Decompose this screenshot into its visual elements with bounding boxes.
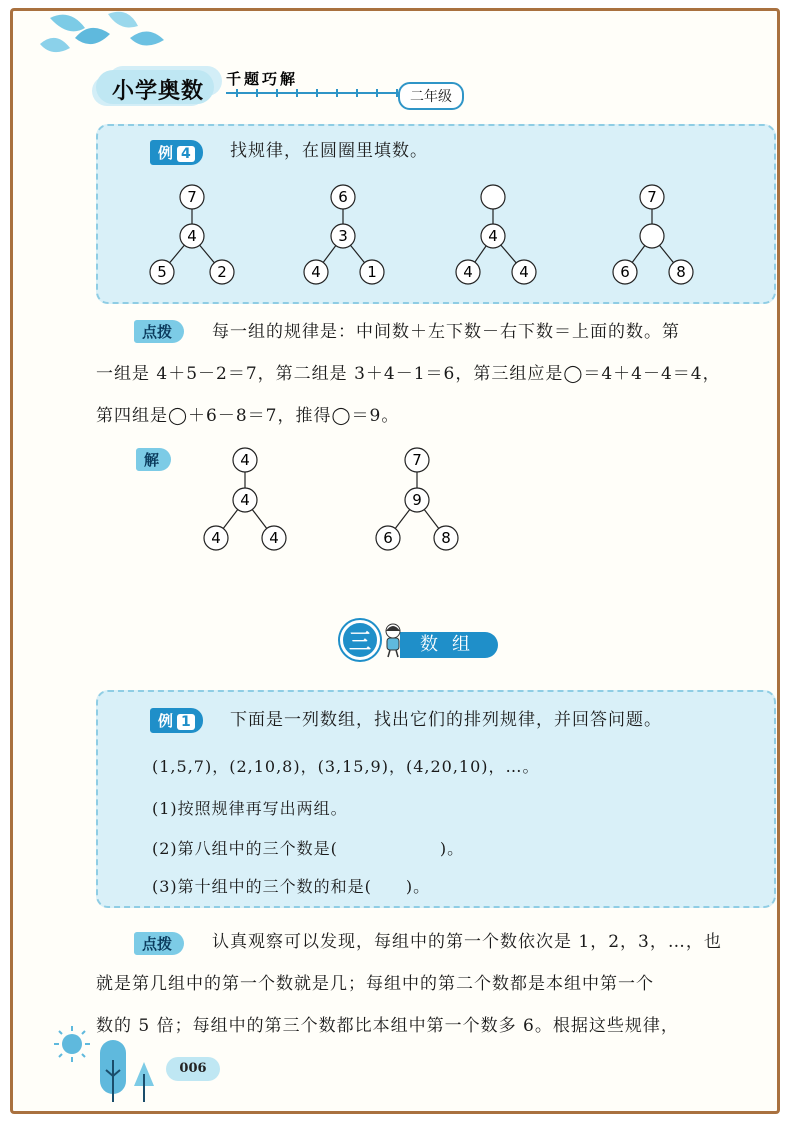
example1-tag-label: 例 bbox=[158, 712, 174, 730]
example1-prompt: 下面是一列数组，找出它们的排列规律，并回答问题。 bbox=[230, 710, 662, 730]
hint2-line3: 数的 5 倍；每组中的第三个数都比本组中第一个数多 6。根据这些规律， bbox=[96, 1016, 679, 1036]
num-right: 1 bbox=[367, 263, 377, 281]
example1-question-3: (3)第十组中的三个数的和是( )。 bbox=[152, 877, 431, 896]
num-right: 8 bbox=[676, 263, 686, 281]
leaves-decoration bbox=[30, 8, 190, 68]
tree-group-3 bbox=[456, 185, 536, 284]
section-number: 三 bbox=[340, 620, 380, 660]
num-left: 6 bbox=[620, 263, 630, 281]
circle-top-blank bbox=[481, 185, 505, 209]
solution-tree-1 bbox=[204, 448, 286, 550]
example4-tag bbox=[150, 140, 203, 165]
example4-prompt: 找规律，在圆圈里填数。 bbox=[230, 141, 428, 161]
num-mid: 4 bbox=[187, 227, 197, 245]
example4-tag-label: 例 bbox=[158, 144, 174, 162]
example1-sequence: (1,5,7)，(2,10,8)，(3,15,9)，(4,20,10)，…。 bbox=[152, 757, 540, 776]
tree-group-2 bbox=[304, 185, 384, 284]
num-left: 4 bbox=[211, 529, 221, 547]
example1-tag bbox=[150, 708, 203, 733]
solution-diagram bbox=[190, 440, 490, 560]
num-top: 7 bbox=[412, 451, 422, 469]
num-mid: 3 bbox=[338, 227, 348, 245]
hint1-line1: 每一组的规律是：中间数＋左下数－右下数＝上面的数。第 bbox=[212, 322, 680, 342]
example1-question-2: (2)第八组中的三个数是( )。 bbox=[152, 839, 465, 858]
tree-group-4 bbox=[613, 185, 693, 284]
num-top: 7 bbox=[647, 188, 657, 206]
num-left: 6 bbox=[383, 529, 393, 547]
num-right: 4 bbox=[269, 529, 279, 547]
num-left: 5 bbox=[157, 263, 167, 281]
example1-question-1: (1)按照规律再写出两组。 bbox=[152, 799, 348, 818]
num-mid: 4 bbox=[240, 491, 250, 509]
cartoon-kid-icon bbox=[378, 622, 408, 658]
solution-tag: 解 bbox=[136, 448, 171, 471]
hint1-line2: 一组是 4＋5－2＝7，第二组是 3＋4－1＝6，第三组应是◯＝4＋4－4＝4， bbox=[96, 364, 721, 384]
num-mid: 9 bbox=[412, 491, 422, 509]
num-mid: 4 bbox=[488, 227, 498, 245]
sun-icon bbox=[52, 1024, 92, 1064]
section-heading bbox=[340, 620, 500, 660]
solution-tree-2 bbox=[376, 448, 458, 550]
hint1-tag: 点拨 bbox=[134, 320, 184, 343]
circle-mid-blank bbox=[640, 224, 664, 248]
section-title: 数组 bbox=[400, 632, 498, 658]
num-left: 4 bbox=[311, 263, 321, 281]
hint2-line1: 认真观察可以发现，每组中的第一个数依次是 1，2，3，…，也 bbox=[212, 932, 722, 952]
num-right: 2 bbox=[217, 263, 227, 281]
page-number: 006 bbox=[166, 1057, 220, 1081]
example1-tag-number: 1 bbox=[177, 714, 195, 730]
hint2-tag: 点拨 bbox=[134, 932, 184, 955]
subtitle-ruler bbox=[226, 92, 402, 100]
num-top: 6 bbox=[338, 188, 348, 206]
num-top: 4 bbox=[240, 451, 250, 469]
num-right: 4 bbox=[519, 263, 529, 281]
book-title: 小学奥数 bbox=[112, 79, 205, 104]
num-right: 8 bbox=[441, 529, 451, 547]
tree-icon bbox=[96, 1036, 166, 1106]
book-header bbox=[86, 70, 486, 110]
book-subtitle: 千题巧解 bbox=[226, 70, 299, 88]
grade-label: 二年级 bbox=[398, 82, 464, 110]
tree-group-1 bbox=[150, 185, 234, 284]
num-left: 4 bbox=[463, 263, 473, 281]
example4-diagram bbox=[100, 180, 760, 290]
example4-tag-number: 4 bbox=[177, 146, 195, 162]
num-top: 7 bbox=[187, 188, 197, 206]
hint1-line3: 第四组是◯＋6－8＝7，推得◯＝9。 bbox=[96, 406, 400, 426]
hint2-line2: 就是第几组中的第一个数就是几；每组中的第二个数都是本组中第一个 bbox=[96, 974, 654, 994]
